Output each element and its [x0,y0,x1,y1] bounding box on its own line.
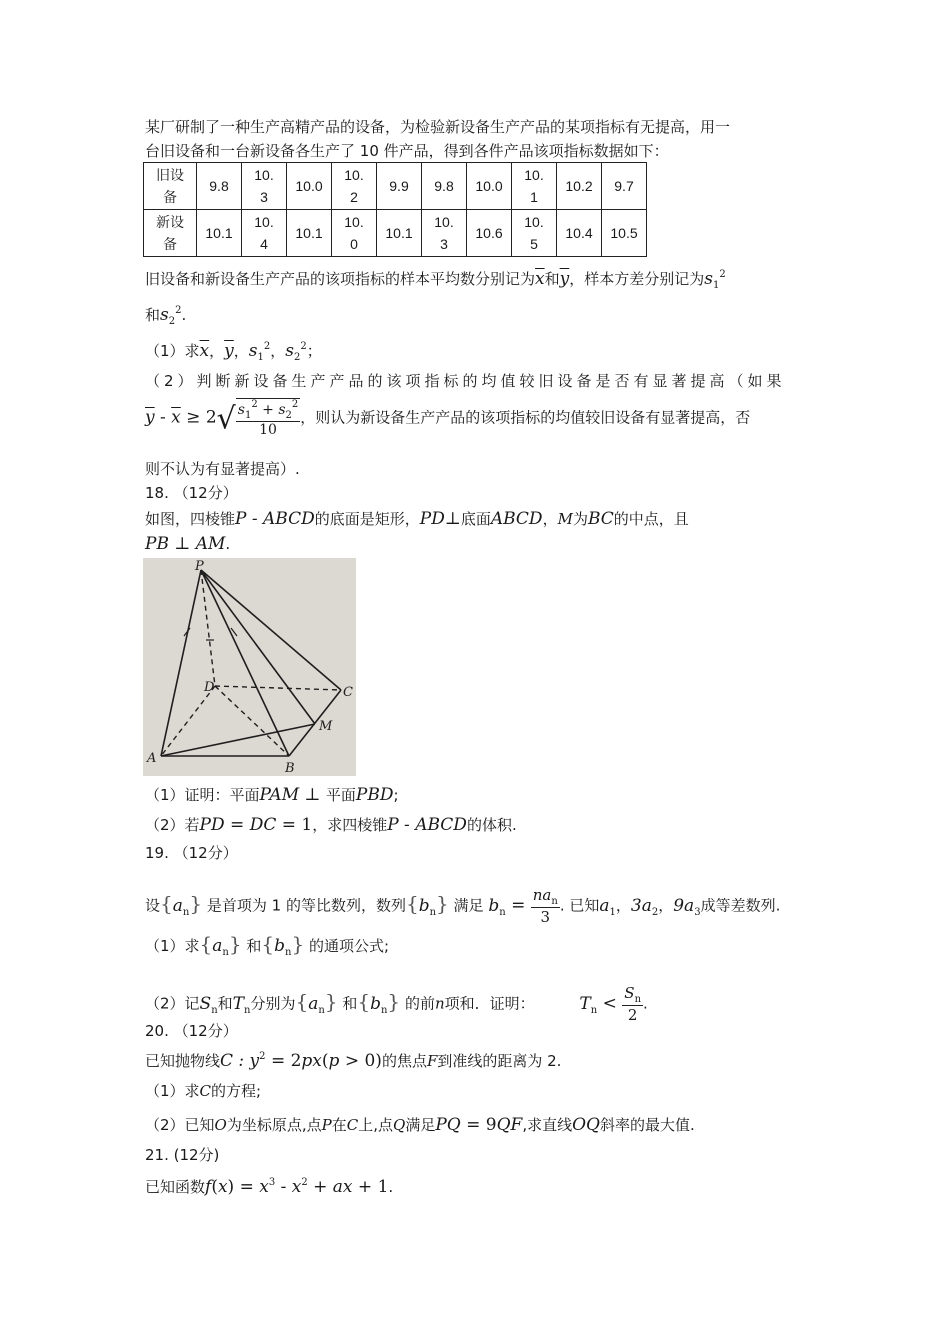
data-table [143,162,647,257]
q18-header: 18. （12分） [145,484,238,502]
q19-header: 19. （12分） [145,844,238,862]
q17-part-2-line-2: $\overline{y} - \overline{x} \ge 2√$ $\frac{s_1^2 + s_2^2}{10}$ ，则认为新设备生产产品的该项指标的均值较旧设备有显著提高，否 [145,399,751,438]
edge-PM [201,570,315,724]
table-row-old [144,163,647,210]
label-P: P [195,559,204,574]
table-cell: 9.7 [602,163,647,210]
table-cell: 10.1 [287,210,332,257]
intro-line-1: 某厂研制了一种生产高精产品的设备，为检验新设备生产产品的某项指标有无提高，用一 [145,118,731,136]
table-cell: 10. 5 [512,210,557,257]
table-cell: 10. 0 [332,210,377,257]
q20-header: 20. （12分） [145,1022,238,1040]
table-cell: 10. 1 [512,163,557,210]
q19-desc: 设$\{a_n\}$ 是首项为 1 的等比数列，数列$\{b_n\}$ 满足 $b_n$ = $\frac{na_n}{3}$ . 已知$a_1$，$3a_2$，$9a_3$成等差数列. [145,886,781,926]
q20-part-2: （2）已知O为坐标原点,点P在C上,点Q满足PQ = 9QF,求直线OQ斜率的最大值. [145,1115,695,1135]
edge-DC [215,686,341,690]
table-cell: 10.1 [197,210,242,257]
q19-part-2: （2）记$S_n$和$T_n$分别为$\{a_n\}$ 和$\{b_n\}$ 的前n项和．证明： $T_n$ < $\frac{S_n}{2}$ . [145,984,648,1024]
table-cell: 9.8 [422,163,467,210]
edge-PB [201,570,289,756]
label-M: M [319,719,333,734]
q17-part-1: （1）求$\overline{x}$，$\overline{y}$，$s_1^2$，$s_2^2$； [145,341,322,363]
edge-DB [215,686,289,756]
row-header-old: 旧设 备 [144,163,197,210]
q21-header: 21. (12分) [145,1146,220,1164]
table-cell: 10. 2 [332,163,377,210]
table-cell: 10. 3 [242,163,287,210]
table-cell: 10.1 [377,210,422,257]
intro-line-2: 台旧设备和一台新设备各生产了 10 件产品，得到各件产品该项指标数据如下： [145,142,669,160]
label-A: A [147,751,157,766]
table-row-new [144,210,647,257]
q17-part-2-line-1: （2）判断新设备生产产品的该项指标的均值较旧设备是否有显著提高（如果 [145,372,786,390]
pyramid-diagram [143,558,356,776]
label-C: C [343,685,353,700]
q18-desc-line-1: 如图，四棱锥P - ABCD的底面是矩形，PD⊥底面ABCD，M为BC的中点，且 [145,509,689,529]
q18-part-2: （2）若PD = DC = 1，求四棱锥P - ABCD的体积. [145,815,517,835]
pyramid-figure [143,558,356,776]
row-header-new: 新设 备 [144,210,197,257]
table-cell: 10.5 [602,210,647,257]
q17-desc-line-2: 和$s_2^2$. [145,305,187,327]
q20-desc: 已知抛物线C : $y^2 = 2px(p > 0)$的焦点F到准线的距离为 2. [145,1051,562,1071]
label-D: D [204,680,215,695]
q17-desc-line-1: 旧设备和新设备生产产品的该项指标的样本平均数分别记为$\overline{x}$和$\overline{y}$，样本方差分别记为$s_1^2$ [145,269,726,291]
q18-desc-line-2: PB ⊥ AM. [145,534,231,554]
table-cell: 10. 4 [242,210,287,257]
label-B: B [285,761,295,776]
q19-part-1: （1）求$\{a_n\}$ 和$\{b_n\}$ 的通项公式; [145,932,390,958]
table-cell: 9.8 [197,163,242,210]
table-cell: 10.6 [467,210,512,257]
table-cell: 10. 3 [422,210,467,257]
q17-part-2-line-3: 则不认为有显著提高）. [145,460,300,478]
q21-desc: 已知函数$f(x) = x^3 - x^2$ + ax + 1. [145,1177,394,1197]
table-cell: 10.0 [287,163,332,210]
q18-part-1: （1）证明：平面PAM ⊥ 平面PBD; [145,785,399,805]
table-cell: 10.0 [467,163,512,210]
edge-PA [161,570,201,756]
q20-part-1: （1）求C的方程; [145,1082,262,1100]
table-cell: 9.9 [377,163,422,210]
table-cell: 10.4 [557,210,602,257]
edge-PC [201,570,341,690]
table-cell: 10.2 [557,163,602,210]
